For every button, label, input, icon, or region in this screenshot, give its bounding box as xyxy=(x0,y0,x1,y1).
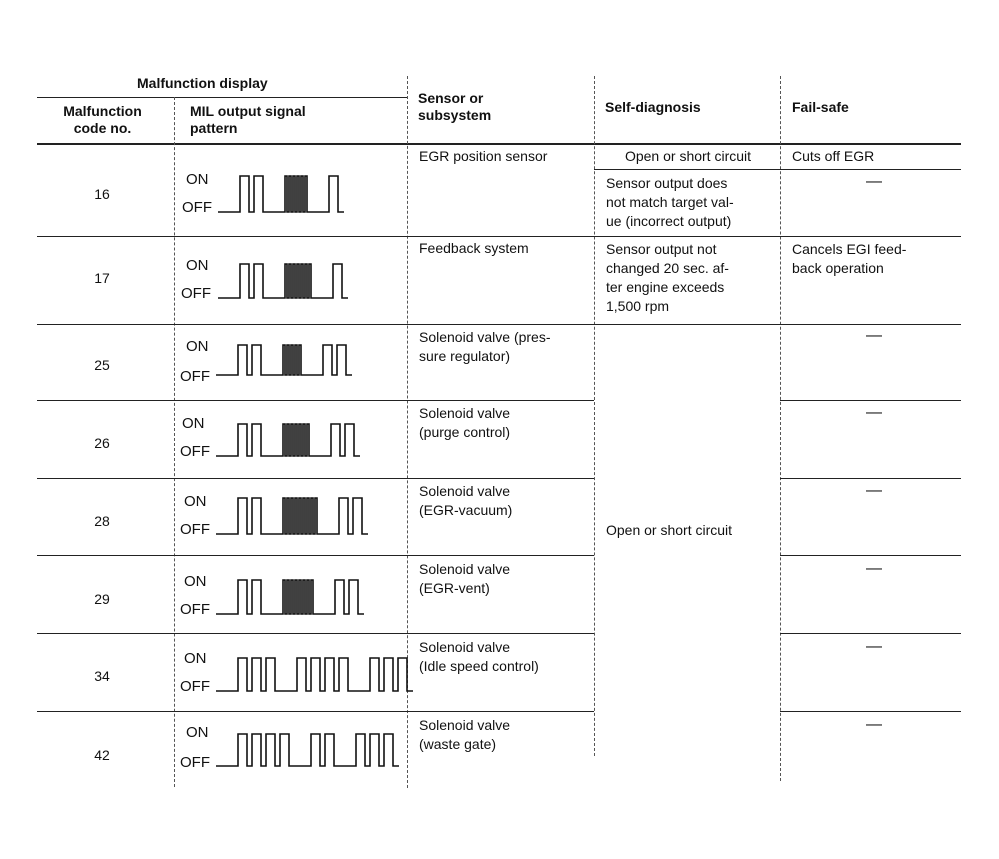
code-cell: 25 xyxy=(94,357,110,373)
on-label: ON xyxy=(186,257,209,274)
sensor-cell: Feedback system xyxy=(419,240,529,256)
signal-trace xyxy=(218,176,344,212)
sensor-cell: Solenoid valve (purge control) xyxy=(419,405,511,440)
row-rule xyxy=(37,711,594,712)
signal-trace xyxy=(216,345,352,375)
signal-trace xyxy=(216,734,399,766)
off-label: OFF xyxy=(182,199,212,216)
off-label: OFF xyxy=(181,285,211,302)
failsafe-cell: — xyxy=(866,638,882,655)
column-divider xyxy=(594,76,595,756)
on-label: ON xyxy=(184,493,207,510)
row-rule xyxy=(37,555,594,556)
row-rule xyxy=(780,400,961,401)
on-label: ON xyxy=(182,415,205,432)
sensor-cell: EGR position sensor xyxy=(419,148,548,164)
diagnosis-cell: Open or short circuit xyxy=(624,148,752,164)
header-sensor: Sensor or subsystem xyxy=(418,90,492,123)
row-rule xyxy=(37,236,961,237)
code-cell: 26 xyxy=(94,435,110,451)
on-label: ON xyxy=(186,171,209,188)
diagnosis-cell: Sensor output does not match target val- ue (incorrect output) xyxy=(606,175,734,229)
code-cell: 16 xyxy=(94,186,110,202)
row-rule xyxy=(37,478,594,479)
failsafe-cell: — xyxy=(866,173,882,190)
row-rule xyxy=(780,711,961,712)
off-label: OFF xyxy=(180,678,210,695)
failsafe-cell: — xyxy=(866,482,882,499)
on-label: ON xyxy=(186,338,209,355)
row-rule xyxy=(37,400,594,401)
code-cell: 42 xyxy=(94,747,110,763)
code-cell: 34 xyxy=(94,668,110,684)
header-code-no: Malfunction code no. xyxy=(63,103,142,136)
off-label: OFF xyxy=(180,521,210,538)
failsafe-cell: — xyxy=(866,404,882,421)
row-rule xyxy=(37,324,961,325)
row-rule xyxy=(37,633,594,634)
sensor-cell: Solenoid valve (waste gate) xyxy=(419,717,511,752)
header-self-diagnosis: Self-diagnosis xyxy=(605,99,701,115)
off-label: OFF xyxy=(180,754,210,771)
failsafe-cell: Cuts off EGR xyxy=(792,148,875,164)
off-label: OFF xyxy=(180,443,210,460)
signal-waveform xyxy=(218,262,378,300)
header-bottom-rule xyxy=(37,143,961,145)
signal-waveform xyxy=(218,174,378,214)
off-label: OFF xyxy=(180,601,210,618)
failsafe-cell: — xyxy=(866,560,882,577)
failsafe-cell: — xyxy=(866,327,882,344)
sensor-cell: Solenoid valve (pres- sure regulator) xyxy=(419,329,551,364)
diagnosis-cell: Sensor output not changed 20 sec. af- ter engine exceeds 1,500 rpm xyxy=(606,241,729,314)
code-cell: 29 xyxy=(94,591,110,607)
table-top-rule xyxy=(37,97,407,98)
signal-trace xyxy=(218,264,348,298)
on-label: ON xyxy=(184,650,207,667)
sensor-cell: Solenoid valve (EGR-vacuum) xyxy=(419,483,513,518)
off-label: OFF xyxy=(180,368,210,385)
signal-waveform xyxy=(216,343,396,377)
failsafe-cell: — xyxy=(866,716,882,733)
on-label: ON xyxy=(184,573,207,590)
diagnosis-cell-shared: Open or short circuit xyxy=(606,522,733,538)
header-mil-pattern: MIL output signal pattern xyxy=(190,103,306,136)
row-rule xyxy=(780,555,961,556)
signal-waveform xyxy=(216,496,406,536)
signal-trace xyxy=(216,580,364,614)
signal-waveform xyxy=(216,656,406,693)
signal-waveform xyxy=(216,578,406,616)
header-fail-safe: Fail-safe xyxy=(792,99,849,115)
signal-trace xyxy=(216,424,360,456)
code-cell: 17 xyxy=(94,270,110,286)
signal-trace xyxy=(216,498,368,534)
on-label: ON xyxy=(186,724,209,741)
failsafe-cell: Cancels EGI feed- back operation xyxy=(792,241,907,276)
sensor-cell: Solenoid valve (EGR-vent) xyxy=(419,561,511,596)
signal-waveform xyxy=(216,732,406,768)
header-malfunction-display: Malfunction display xyxy=(137,75,268,91)
code-cell: 28 xyxy=(94,513,110,529)
row-rule xyxy=(594,169,961,170)
column-divider xyxy=(174,97,175,787)
sensor-cell: Solenoid valve (Idle speed control) xyxy=(419,639,539,674)
row-rule xyxy=(780,633,961,634)
column-divider xyxy=(780,76,781,781)
signal-waveform xyxy=(216,422,396,458)
row-rule xyxy=(780,478,961,479)
signal-trace xyxy=(216,658,413,691)
